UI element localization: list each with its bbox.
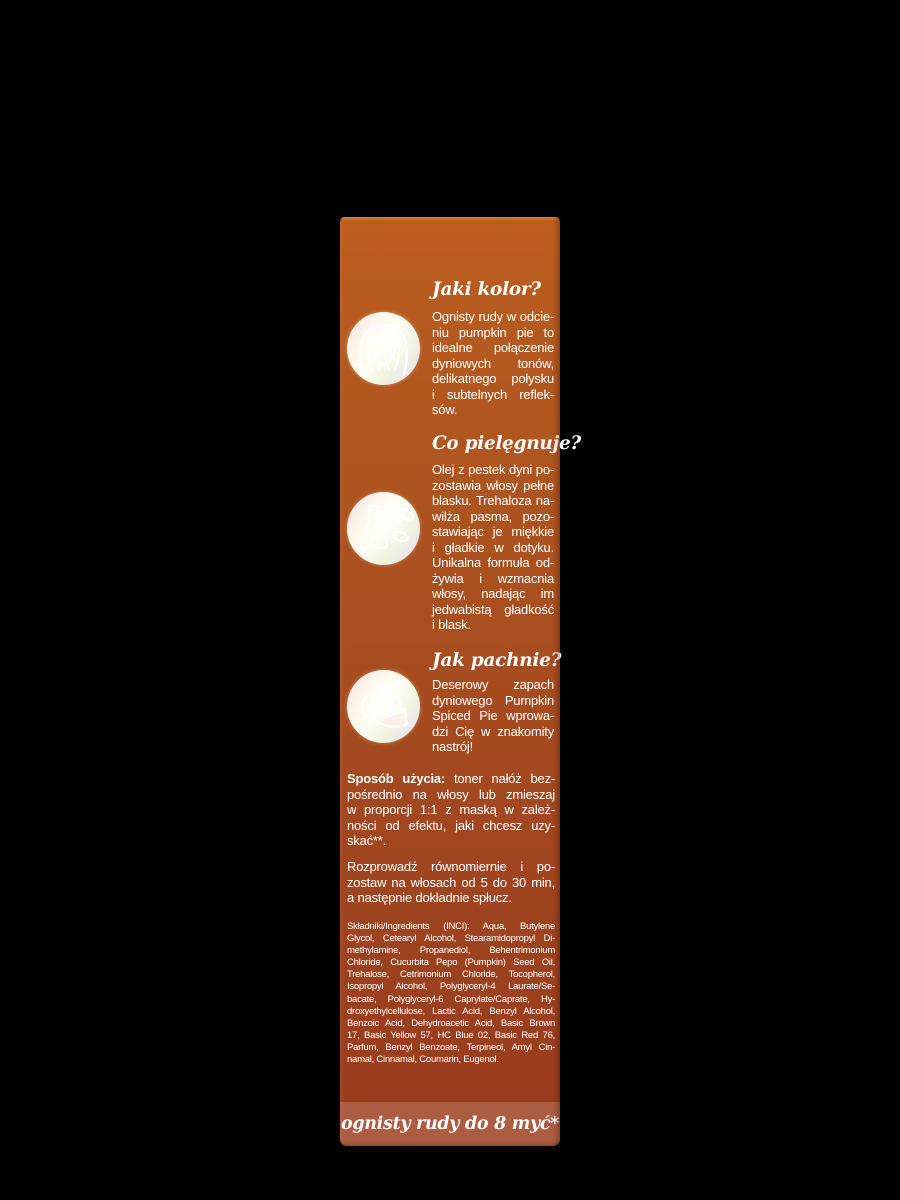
footer-claim-band bbox=[340, 1102, 560, 1146]
section-text-color: Ognisty rudy w odcie- niu pumpkin pie to idealne połączenie dyniowych tonów, delikatnego połysku i subtelnych reflek- sów. bbox=[432, 309, 554, 417]
section-heading-scent: Jak pachnie? bbox=[432, 650, 562, 671]
rinse-instructions: Rozprowadź równomiernie i po- zostaw na włosach od 5 do 30 min, a następnie dokładnie spłucz. bbox=[347, 859, 555, 905]
section-heading-color: Jaki kolor? bbox=[432, 279, 541, 300]
face-icon bbox=[347, 312, 420, 385]
holographic-circle-1 bbox=[347, 312, 420, 385]
holographic-circle-2 bbox=[347, 492, 420, 565]
ingredients-list: Składniki/Ingredients (INCI): Aqua, Butylene Glycol, Cetearyl Alcohol, Stearamidopropyl Di- methylamine, Propanediol, Behentrimonium Chloride, Cucurbita Pepo (Pumpkin) Seed Oil, Trehalose, Cetrimonium Chloride, Tocopherol, Isopropyl Alcohol, Polyglyceryl-4 Laurate/Se- bacate, Polyglyceryl-6 Caprylate/Caprate, Hy- droxyethylcellulose, Lactic Acid, Benzyl Alcohol, Benzoic Acid, Dehydroacetic Acid, Basic Brown 17, Basic Yellow 57, HC Blue 02, Basic Red 76, Parfum, Benzyl Benzoate, Terpineol, Amyl Cin- namal, Cinnamal, Coumarin, Eugenol. bbox=[347, 921, 555, 1066]
toner-box-back-panel bbox=[340, 217, 581, 1146]
footer-claim-text: ognisty rudy do 8 myć* bbox=[340, 1114, 560, 1134]
flask-seeds-icon bbox=[347, 492, 420, 565]
section-text-care: Olej z pestek dyni po- zostawia włosy pełne blasku. Trehaloza na- wilża pasma, pozo- stawiając je miękkie i gładkie w dotyku. Unikalna formuła od- żywia i wzmacnia włosy, nadając im jedwabistą gładkość i blask. bbox=[432, 462, 554, 632]
section-text-scent: Deserowy zapach dyniowego Pumpkin Spiced Pie wprowa- dzi Cię w znakomity nastrój! bbox=[432, 677, 554, 754]
pumpkin-pie-icon bbox=[347, 670, 420, 743]
holographic-circle-3 bbox=[347, 670, 420, 743]
usage-instructions bbox=[347, 771, 555, 849]
usage-lines-rest: pośrednio na włosy lub zmieszaj w proporcji 1:1 z maską w zależ- ności od efektu, jaki chcesz uzy- skać**. bbox=[347, 786, 555, 848]
section-heading-care: Co pielęgnuje? bbox=[432, 433, 581, 454]
usage-bold-label: Sposób użycia: bbox=[347, 771, 446, 786]
usage-line-first: Sposób użycia: toner nałóż bez- bbox=[347, 771, 555, 786]
